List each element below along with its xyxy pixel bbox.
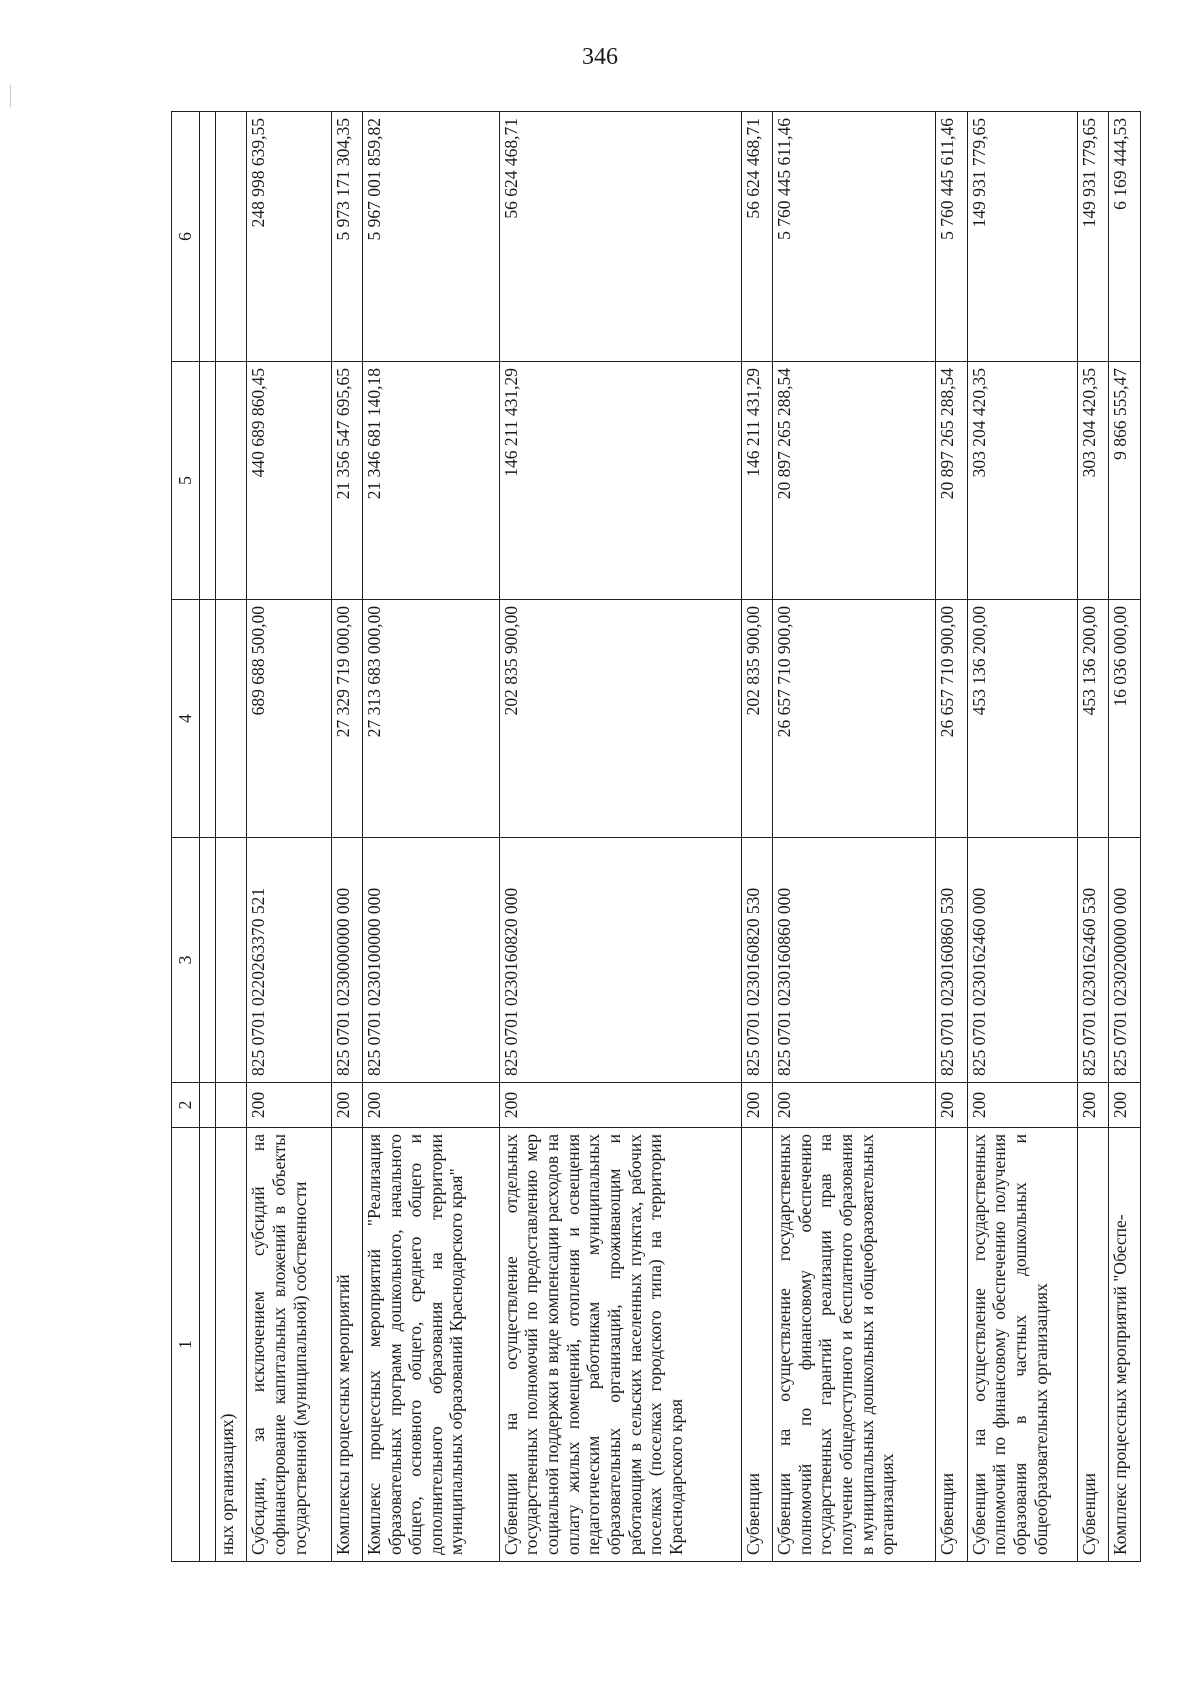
column-header: 2 — [172, 1083, 200, 1128]
row-code: 200 — [1078, 1083, 1109, 1128]
table-row — [967, 112, 1077, 1562]
row-col4: 202 835 900,00 — [499, 600, 741, 838]
table-row — [1109, 112, 1141, 1562]
row-col4: 453 136 200,00 — [967, 600, 1077, 838]
column-header: 5 — [172, 362, 200, 600]
row-col6: 5 967 001 859,82 — [362, 112, 499, 362]
row-name: Субвенции на осуществление государственных полномочий по финансовому обеспечению получения образования в частных дошкольных и общеобразовательных организациях — [967, 1128, 1077, 1562]
row-code: 200 — [773, 1083, 936, 1128]
row-col6: 5 760 445 611,46 — [773, 112, 936, 362]
row-kbk — [216, 838, 247, 1083]
table-header-row — [172, 112, 200, 1562]
row-code: 200 — [1109, 1083, 1141, 1128]
row-col6: 6 169 444,53 — [1109, 112, 1141, 362]
row-col5: 146 211 431,29 — [741, 362, 772, 600]
row-col5: 440 689 860,45 — [247, 362, 331, 600]
row-col4 — [216, 600, 247, 838]
row-kbk: 825 0701 0220263370 521 — [247, 838, 331, 1083]
row-kbk: 825 0701 0230160860 000 — [773, 838, 936, 1083]
table-row — [247, 112, 331, 1562]
row-col4: 689 688 500,00 — [247, 600, 331, 838]
row-name: Субвенции на осуществление отдельных государственных полномочий по предоставлению мер социальной поддержки в виде компенсации расходов на оплату жилых помещений, отопления и освещения педагогическим работникам муниципальных образовательных организаций, проживающим и работающим в сельских населенных пунктах, рабочих поселках (поселках городского типа) на территории Краснодарского края — [499, 1128, 741, 1562]
row-code: 200 — [362, 1083, 499, 1128]
row-kbk: 825 0701 0230160860 530 — [936, 838, 967, 1083]
row-col5: 9 866 555,47 — [1109, 362, 1141, 600]
row-col4: 27 329 719 000,00 — [331, 600, 362, 838]
table-row — [741, 112, 772, 1562]
row-col6: 5 760 445 611,46 — [936, 112, 967, 362]
row-name: Комплексы процессных мероприятий — [331, 1128, 362, 1562]
column-header: 6 — [172, 112, 200, 362]
row-col5: 21 356 547 695,65 — [331, 362, 362, 600]
row-col4: 26 657 710 900,00 — [773, 600, 936, 838]
table-row — [936, 112, 967, 1562]
row-name: Субвенции на осуществление государственных полномочий по финансовому обеспечению государственных гарантий реализации прав на получение общедоступного и бесплатного образования в муниципальных дошкольных и общеобразовательных организациях — [773, 1128, 936, 1562]
row-name: Субвенции — [741, 1128, 772, 1562]
row-code: 200 — [741, 1083, 772, 1128]
row-col5: 303 204 420,35 — [1078, 362, 1109, 600]
row-col6: 248 998 639,55 — [247, 112, 331, 362]
row-col4: 16 036 000,00 — [1109, 600, 1141, 838]
header-spacer-row — [200, 112, 216, 1562]
row-code: 200 — [936, 1083, 967, 1128]
row-kbk: 825 0701 0230000000 000 — [331, 838, 362, 1083]
column-header: 1 — [172, 1128, 200, 1562]
row-col5: 20 897 265 288,54 — [936, 362, 967, 600]
row-col4: 202 835 900,00 — [741, 600, 772, 838]
row-kbk: 825 0701 0230100000 000 — [362, 838, 499, 1083]
row-code — [216, 1083, 247, 1128]
row-col6: 56 624 468,71 — [741, 112, 772, 362]
row-name: Субсидии, за исключением субсидий на софинансирование капитальных вложений в объекты государственной (муниципальной) собственности — [247, 1128, 331, 1562]
row-col4: 27 313 683 000,00 — [362, 600, 499, 838]
budget-table — [171, 111, 1141, 1562]
row-col6 — [216, 112, 247, 362]
table-row — [499, 112, 741, 1562]
row-name: ных организациях) — [216, 1128, 247, 1562]
row-name: Субвенции — [1078, 1128, 1109, 1562]
row-kbk: 825 0701 0230160820 530 — [741, 838, 772, 1083]
row-name: Комплекс процессных мероприятий "Реализация образовательных программ дошкольного, начального общего, основного общего, среднего общего и дополнительного образования на территории муниципальных образований Краснодарского края" — [362, 1128, 499, 1562]
row-name: Субвенции — [936, 1128, 967, 1562]
budget-table-rotated — [171, 112, 1141, 1562]
table-row — [362, 112, 499, 1562]
row-col5 — [216, 362, 247, 600]
row-kbk: 825 0701 0230162460 000 — [967, 838, 1077, 1083]
row-col5: 146 211 431,29 — [499, 362, 741, 600]
row-kbk: 825 0701 0230160820 000 — [499, 838, 741, 1083]
row-col6: 56 624 468,71 — [499, 112, 741, 362]
row-name: Комплекс процессных мероприятий "Обеспе- — [1109, 1128, 1141, 1562]
row-col6: 149 931 779,65 — [1078, 112, 1109, 362]
column-header: 3 — [172, 838, 200, 1083]
row-col6: 149 931 779,65 — [967, 112, 1077, 362]
scan-margin-mark — [10, 85, 11, 107]
table-row — [216, 112, 247, 1562]
page-number: 346 — [582, 44, 618, 70]
row-kbk: 825 0701 0230162460 530 — [1078, 838, 1109, 1083]
row-col6: 5 973 171 304,35 — [331, 112, 362, 362]
row-col4: 453 136 200,00 — [1078, 600, 1109, 838]
table-row — [1078, 112, 1109, 1562]
row-col5: 303 204 420,35 — [967, 362, 1077, 600]
table-row — [773, 112, 936, 1562]
row-code: 200 — [499, 1083, 741, 1128]
row-code: 200 — [247, 1083, 331, 1128]
row-col5: 20 897 265 288,54 — [773, 362, 936, 600]
row-col4: 26 657 710 900,00 — [936, 600, 967, 838]
row-col5: 21 346 681 140,18 — [362, 362, 499, 600]
column-header: 4 — [172, 600, 200, 838]
row-code: 200 — [967, 1083, 1077, 1128]
table-row — [331, 112, 362, 1562]
row-kbk: 825 0701 0230200000 000 — [1109, 838, 1141, 1083]
row-code: 200 — [331, 1083, 362, 1128]
